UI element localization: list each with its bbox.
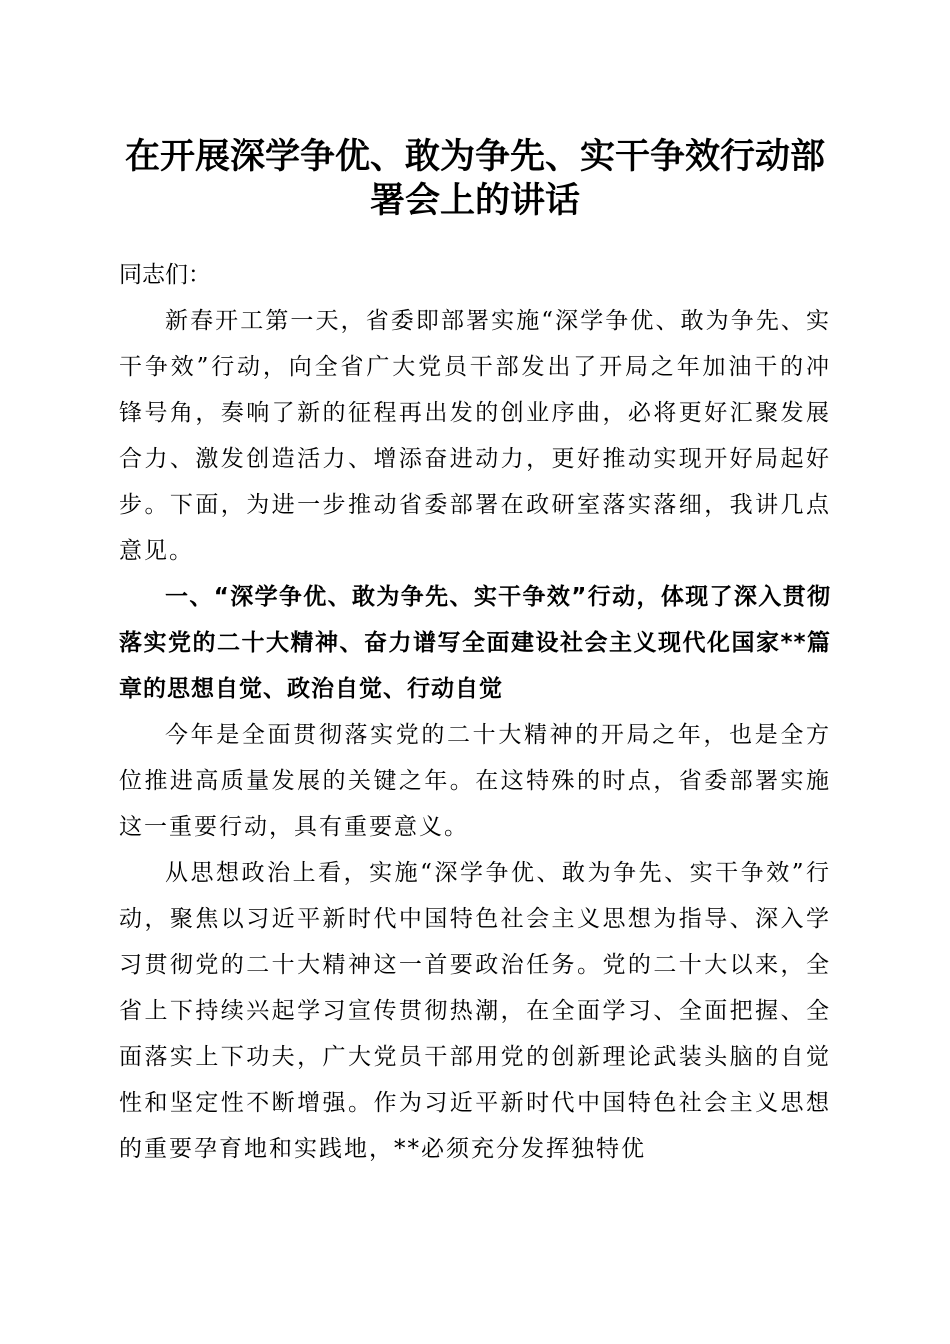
paragraph-section1-2: 从思想政治上看，实施“深学争优、敢为争先、实干争效”行动，聚焦以习近平新时代中国特色社会主义思想为指导、深入学习贯彻党的二十大精神这一首要政治任务。党的二十大以来，全省上下持续兴起学习宣传贯彻热潮，在全面学习、全面把握、全面落实上下功夫，广大党员干部用党的创新理论武装头脑的自觉性和坚定性不断增强。作为习近平新时代中国特色社会主义思想的重要孕育地和实践地，**必须充分发挥独特优	[119, 860, 831, 1162]
title-line-2: 署会上的讲话	[369, 180, 580, 221]
salutation: 同志们：	[119, 262, 211, 288]
document-body	[119, 252, 831, 1172]
section-heading-1: 一、“深学争优、敢为争先、实干争效”行动，体现了深入贯彻落实党的二十大精神、奋力谱写全面建设社会主义现代化国家**篇章的思想自觉、政治自觉、行动自觉	[119, 584, 831, 702]
document-title	[100, 135, 850, 223]
paragraph-section1-1: 今年是全面贯彻落实党的二十大精神的开局之年，也是全方位推进高质量发展的关键之年。在这特殊的时点，省委部署实施这一重要行动，具有重要意义。	[119, 722, 831, 840]
title-line-1: 在开展深学争优、敢为争先、实干争效行动部	[124, 136, 825, 177]
paragraph-intro: 新春开工第一天，省委即部署实施“深学争优、敢为争先、实干争效”行动，向全省广大党员干部发出了开局之年加油干的冲锋号角，奏响了新的征程再出发的创业序曲，必将更好汇聚发展合力、激发创造活力、增添奋进动力，更好推动实现开好局起好步。下面，为进一步推动省委部署在政研室落实落细，我讲几点意见。	[119, 308, 831, 564]
